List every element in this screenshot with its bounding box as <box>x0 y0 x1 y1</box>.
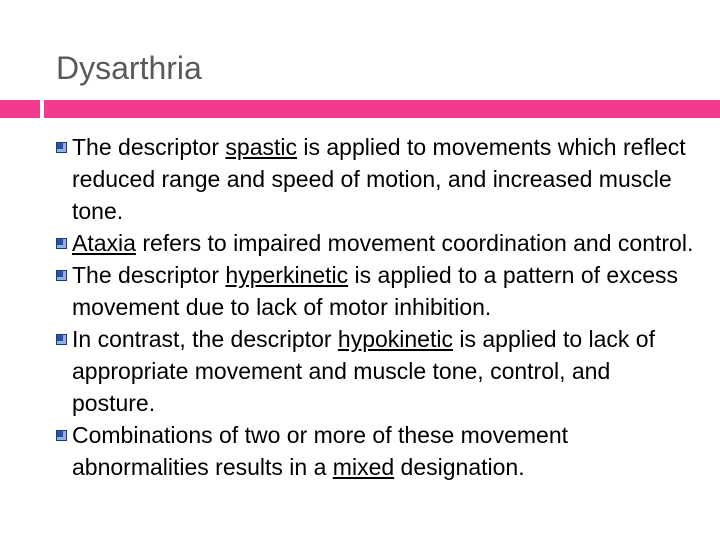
slide-title: Dysarthria <box>56 50 202 86</box>
accent-bar-right <box>44 100 720 118</box>
bullet-term: mixed <box>332 454 395 480</box>
bullet-text-before: The descriptor <box>72 134 226 160</box>
bullet-item <box>56 227 696 259</box>
bullet-text-before: In contrast, the descriptor <box>72 326 338 352</box>
square-bullet-icon <box>56 238 67 249</box>
bullet-term: spastic <box>225 134 297 160</box>
bullet-text-after: designation. <box>394 454 525 480</box>
bullet-list <box>56 131 696 483</box>
bullet-term: Ataxia <box>72 230 136 256</box>
bullet-text-before: The descriptor <box>72 262 226 288</box>
bullet-text-after: is applied to movements which reflect reduced range and speed of motion, and increased muscle tone. <box>72 134 686 224</box>
bullet-text-after: refers to impaired movement coordination and control. <box>135 230 694 256</box>
square-bullet-icon <box>56 142 67 153</box>
bullet-term: hyperkinetic <box>225 262 349 288</box>
bullet-item <box>56 259 696 323</box>
square-bullet-icon <box>56 430 67 441</box>
accent-bar-left <box>0 100 40 118</box>
bullet-term: hypokinetic <box>337 326 453 352</box>
bullet-text-after: is applied to a pattern of excess movement due to lack of motor inhibition. <box>72 262 679 320</box>
bullet-text-after: is applied to lack of appropriate movement and muscle tone, control, and posture. <box>72 326 655 416</box>
square-bullet-icon <box>56 270 67 281</box>
bullet-item <box>56 323 696 419</box>
bullet-item <box>56 131 696 227</box>
square-bullet-icon <box>56 334 67 345</box>
bullet-item <box>56 419 696 483</box>
bullet-text-before: Combinations of two or more of these movement abnormalities results in a <box>72 422 569 480</box>
